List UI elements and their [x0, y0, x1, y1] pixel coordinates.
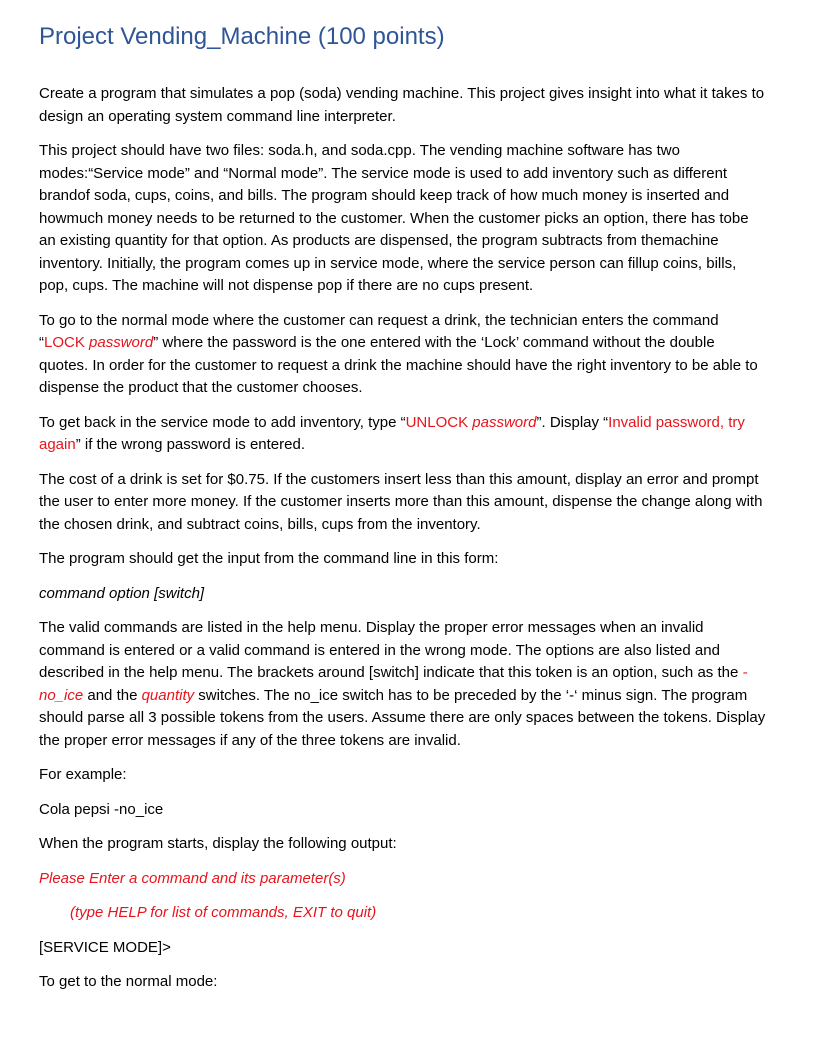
lock-paragraph: [39, 310, 768, 400]
commands-paragraph: [39, 617, 768, 752]
commands-text-c: switches. The no_ice switch has to be preceded by the ‘-‘ minus sign. The program should parse all 3 possible tokens from the users. Assume there are only spaces between the tokens. Display the proper error messages if any of the three tokens are invalid.: [39, 686, 766, 749]
example-command: Cola pepsi -no_ice: [39, 800, 164, 818]
cost-paragraph: The cost of a drink is set for $0.75. If the customers insert less than this amount, display an error and prompt the user to enter more money. If the customer inserts more than this amount, dispense the change along with the chosen drink, and subtract coins, bills, cups from the inventory.: [39, 470, 763, 533]
input-form-paragraph: The program should get the input from the command line in this form:: [39, 550, 499, 567]
unlock-text-c: ” if the wrong password is entered.: [75, 436, 305, 453]
page-title: Project Vending_Machine (100 points): [39, 23, 445, 50]
intro-paragraph: Create a program that simulates a pop (soda) vending machine. This project gives insight into what it takes to design an operating system command line interpreter.: [39, 85, 765, 125]
startup-help-line: (type HELP for list of commands, EXIT to quit): [70, 904, 377, 921]
unlock-text-a: To get back in the service mode to add inventory, type “: [39, 413, 406, 431]
files-modes-paragraph: This project should have two files: soda.h, and soda.cpp. The vending machine software has two modes:“Service mode” and “Normal mode”. The service mode is used to add inventory such as different brandof soda, cups, coins, and bills. The program should keep track of how much money is inserted and howmuch money needs to be returned to the customer. When the customer picks an option, there has tobe an existing quantity for that option. As products are dispensed, the program subtracts from themachine inventory. Initially, the program comes up in service mode, where the service person can fillup coins, bills, pop, cups. The machine will not dispense pop if there are no cups present.: [39, 142, 749, 294]
lock-text-a: To go to the normal mode where the customer can request a drink, the technician enters the command “: [39, 311, 719, 351]
no-ice-switch: -no_ice: [39, 664, 748, 704]
startup-output-label: When the program starts, display the following output:: [39, 835, 397, 852]
command-syntax: command option [switch]: [39, 584, 205, 602]
unlock-password: password: [472, 413, 537, 431]
startup-prompt-line: Please Enter a command and its parameter(s): [39, 869, 346, 887]
invalid-password-message: Invalid password, try again: [39, 413, 745, 453]
lock-keyword: LOCK: [44, 334, 85, 351]
service-mode-prompt: [SERVICE MODE]>: [39, 938, 171, 956]
unlock-keyword: UNLOCK: [405, 413, 469, 431]
unlock-text-b: ”. Display “: [536, 413, 609, 431]
commands-text-a: The valid commands are listed in the help menu. Display the proper error messages when an invalid command is entered or a valid command is entered in the wrong mode. The options are also listed and described in the help menu. The brackets around [switch] indicate that this token is an option, such as the: [39, 619, 743, 681]
commands-text-b: and the: [83, 686, 142, 704]
lock-text-b: ” where the password is the one entered with the ‘Lock’ command without the double quotes. In order for the customer to request a drink the machine should have the right inventory to be able to dispense the product that the customer chooses.: [39, 334, 758, 396]
unlock-paragraph: [39, 412, 768, 457]
normal-mode-label: To get to the normal mode:: [39, 973, 218, 990]
example-label: For example:: [39, 766, 127, 783]
lock-password: password: [89, 334, 154, 351]
quantity-switch: quantity: [141, 686, 195, 704]
